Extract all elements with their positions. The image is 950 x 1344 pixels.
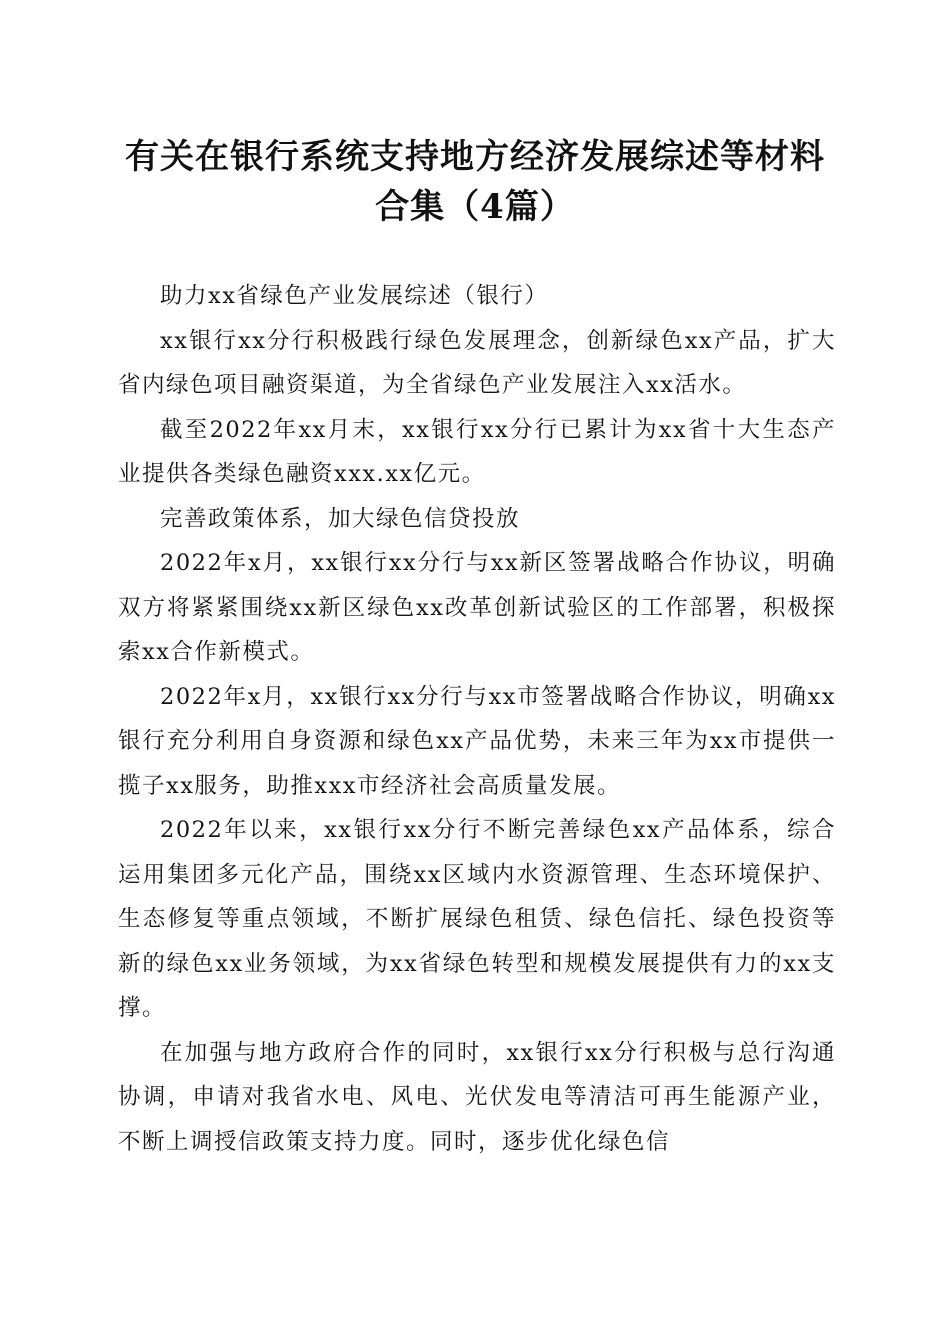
body-paragraph: 2022年x月，xx银行xx分行与xx新区签署战略合作协议，明确双方将紧紧围绕xx新区绿色xx改革创新试验区的工作部署，积极探索xx合作新模式。 — [118, 550, 836, 665]
body-paragraph: 2022年x月，xx银行xx分行与xx市签署战略合作协议，明确xx银行充分利用自身资源和绿色xx产品优势，未来三年为xx市提供一揽子xx服务，助推xxx市经济社会高质量发展。 — [118, 683, 836, 799]
section-heading: 助力xx省绿色产业发展综述（银行） — [160, 283, 549, 309]
document-body — [118, 274, 836, 1164]
body-paragraph: 2022年以来，xx银行xx分行不断完善绿色xx产品体系，综合运用集团多元化产品，围绕xx区域内水资源管理、生态环境保护、生态修复等重点领域，不断扩展绿色租赁、绿色信托、绿色投资等新的绿色xx业务领域，为xx省绿色转型和规模发展提供有力的xx支撑。 — [118, 817, 836, 1021]
body-paragraph: 在加强与地方政府合作的同时，xx银行xx分行积极与总行沟通协调，申请对我省水电、风电、光伏发电等清洁可再生能源产业，不断上调授信政策支持力度。同时，逐步优化绿色信 — [118, 1039, 836, 1155]
body-paragraph: 截至2022年xx月末，xx银行xx分行已累计为xx省十大生态产业提供各类绿色融资xxx.xx亿元。 — [118, 416, 836, 487]
title-line-2: 合集（4篇） — [375, 187, 575, 227]
document-title — [100, 132, 850, 232]
subsection-heading: 完善政策体系，加大绿色信贷投放 — [160, 505, 521, 532]
title-line-1: 有关在银行系统支持地方经济发展综述等材料 — [125, 137, 825, 177]
body-paragraph: xx银行xx分行积极践行绿色发展理念，创新绿色xx产品，扩大省内绿色项目融资渠道，为全省绿色产业发展注入xx活水。 — [118, 327, 836, 398]
